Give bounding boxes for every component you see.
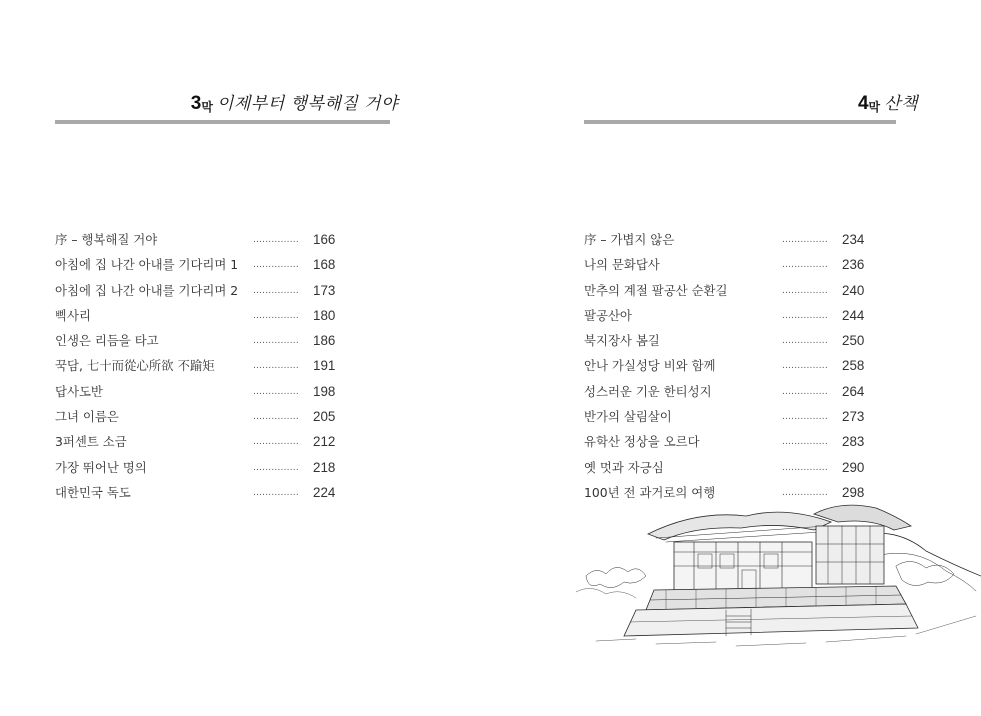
toc-leader-dots: ............... <box>782 336 828 347</box>
toc-leader-dots: ............... <box>253 235 299 245</box>
chapter-3-rule <box>55 120 390 124</box>
chapter-4-toc-entry <box>584 356 869 381</box>
chapter-3-title <box>191 94 398 114</box>
toc-entry-page: 168 <box>313 257 336 273</box>
chapter-3-toc-entry <box>55 382 340 407</box>
toc-leader-dots: ............... <box>782 235 828 245</box>
toc-entry-page: 236 <box>842 257 865 273</box>
toc-leader-dots: ............... <box>253 437 299 448</box>
toc-entry-title: 대한민국 독도 <box>55 484 131 500</box>
chapter-3-number: 3 <box>190 93 202 114</box>
toc-leader-dots: ............... <box>253 487 299 498</box>
toc-entry-page: 205 <box>313 409 336 425</box>
chapter-4-toc-entry <box>584 432 869 457</box>
toc-leader-dots: ............... <box>782 487 828 498</box>
toc-entry-title: 꾹담, 七十而從心所欲 不踰矩 <box>55 358 215 374</box>
chapter-4-toc-entry <box>584 331 869 356</box>
toc-leader-dots: ............... <box>253 386 299 397</box>
toc-entry-page: 250 <box>842 333 865 349</box>
toc-leader-dots: ............... <box>253 336 299 347</box>
chapter-4-number: 4 <box>857 93 869 114</box>
toc-entry-title: 유학산 정상을 오르다 <box>584 434 700 450</box>
toc-entry-page: 191 <box>313 358 336 374</box>
toc-entry-page: 224 <box>313 484 336 500</box>
toc-leader-dots: ............... <box>253 361 299 372</box>
traditional-korean-building-sketch-icon <box>576 496 981 656</box>
chapter-3-toc-entry <box>55 483 340 508</box>
toc-entry-page: 198 <box>313 383 336 399</box>
chapter-3-toc-entry <box>55 306 340 331</box>
chapter-3-toc-entry <box>55 255 340 280</box>
toc-entry-page: 240 <box>842 282 865 298</box>
toc-entry-page: 234 <box>842 232 865 247</box>
toc-entry-title: 100년 전 과거로의 여행 <box>584 484 716 500</box>
chapter-3-toc <box>55 230 340 508</box>
toc-entry-page: 244 <box>842 307 865 323</box>
toc-leader-dots: ............... <box>782 462 828 473</box>
chapter-3-toc-entry <box>55 230 340 255</box>
toc-entry-page: 186 <box>313 333 336 349</box>
chapter-4-rule <box>584 120 896 124</box>
toc-leader-dots: ............... <box>782 386 828 397</box>
toc-entry-page: 273 <box>842 409 865 425</box>
toc-entry-page: 166 <box>313 232 336 247</box>
toc-leader-dots: ............... <box>253 310 299 321</box>
chapter-4-toc <box>584 230 869 508</box>
toc-entry-title: 옛 멋과 자긍심 <box>584 459 664 475</box>
toc-entry-title: 序 – 행복해질 거야 <box>55 232 158 247</box>
chapter-3-toc-entry <box>55 281 340 306</box>
toc-entry-page: 173 <box>313 282 336 298</box>
chapter-4-toc-entry <box>584 255 869 280</box>
toc-entry-title: 序 – 가볍지 않은 <box>584 232 675 247</box>
chapter-4-suffix: 막 <box>868 100 881 114</box>
toc-entry-page: 283 <box>842 434 865 450</box>
toc-entry-page: 218 <box>313 459 336 475</box>
toc-entry-page: 264 <box>842 383 865 399</box>
toc-leader-dots: ............... <box>253 412 299 423</box>
chapter-4-title <box>858 94 918 114</box>
toc-leader-dots: ............... <box>253 462 299 473</box>
toc-leader-dots: ............... <box>253 260 299 271</box>
toc-entry-title: 인생은 리듬을 타고 <box>55 333 159 349</box>
toc-leader-dots: ............... <box>782 412 828 423</box>
toc-entry-title: 북지장사 봄길 <box>584 333 660 349</box>
toc-entry-title: 가장 뛰어난 명의 <box>55 459 147 475</box>
chapter-3-toc-entry <box>55 458 340 483</box>
toc-entry-title: 팔공산아 <box>584 307 632 323</box>
toc-entry-title: 성스러운 기운 한티성지 <box>584 383 712 399</box>
toc-entry-title: 아침에 집 나간 아내를 기다리며 1 <box>55 257 239 273</box>
chapter-3-heading <box>55 88 398 124</box>
toc-entry-page: 298 <box>842 484 865 500</box>
toc-entry-title: 삑사리 <box>55 307 91 323</box>
toc-entry-title: 만추의 계절 팔공산 순환길 <box>584 282 728 298</box>
toc-leader-dots: ............... <box>782 361 828 372</box>
chapter-3-subtitle: 이제부터 행복해질 거야 <box>216 94 398 114</box>
chapter-4-toc-entry <box>584 382 869 407</box>
chapter-4-heading <box>584 88 918 124</box>
toc-entry-title: 답사도반 <box>55 383 103 399</box>
chapter-4-toc-entry <box>584 306 869 331</box>
chapter-3-suffix: 막 <box>201 100 213 114</box>
chapter-3-toc-entry <box>55 407 340 432</box>
toc-entry-page: 290 <box>842 459 865 475</box>
chapter-3-toc-entry <box>55 331 340 356</box>
chapter-3-toc-entry <box>55 356 340 381</box>
toc-leader-dots: ............... <box>782 310 828 321</box>
toc-entry-page: 258 <box>842 358 865 374</box>
toc-leader-dots: ............... <box>782 437 828 448</box>
chapter-4-toc-entry <box>584 230 869 255</box>
toc-leader-dots: ............... <box>782 260 828 271</box>
toc-entry-title: 안나 가실성당 비와 함께 <box>584 358 716 374</box>
toc-entry-page: 180 <box>313 307 336 323</box>
chapter-4-toc-entry <box>584 281 869 306</box>
chapter-3-toc-entry <box>55 432 340 457</box>
toc-entry-page: 212 <box>313 434 336 450</box>
toc-entry-title: 3퍼센트 소금 <box>55 434 127 450</box>
chapter-4-toc-entry <box>584 407 869 432</box>
chapter-4-subtitle: 산책 <box>884 94 918 114</box>
toc-entry-title: 그녀 이름은 <box>55 409 119 425</box>
toc-leader-dots: ............... <box>253 285 299 296</box>
toc-leader-dots: ............... <box>782 285 828 296</box>
chapter-4-toc-entry <box>584 458 869 483</box>
toc-entry-title: 나의 문화답사 <box>584 257 660 273</box>
toc-entry-title: 반가의 살림살이 <box>584 409 672 425</box>
toc-entry-title: 아침에 집 나간 아내를 기다리며 2 <box>55 282 239 298</box>
